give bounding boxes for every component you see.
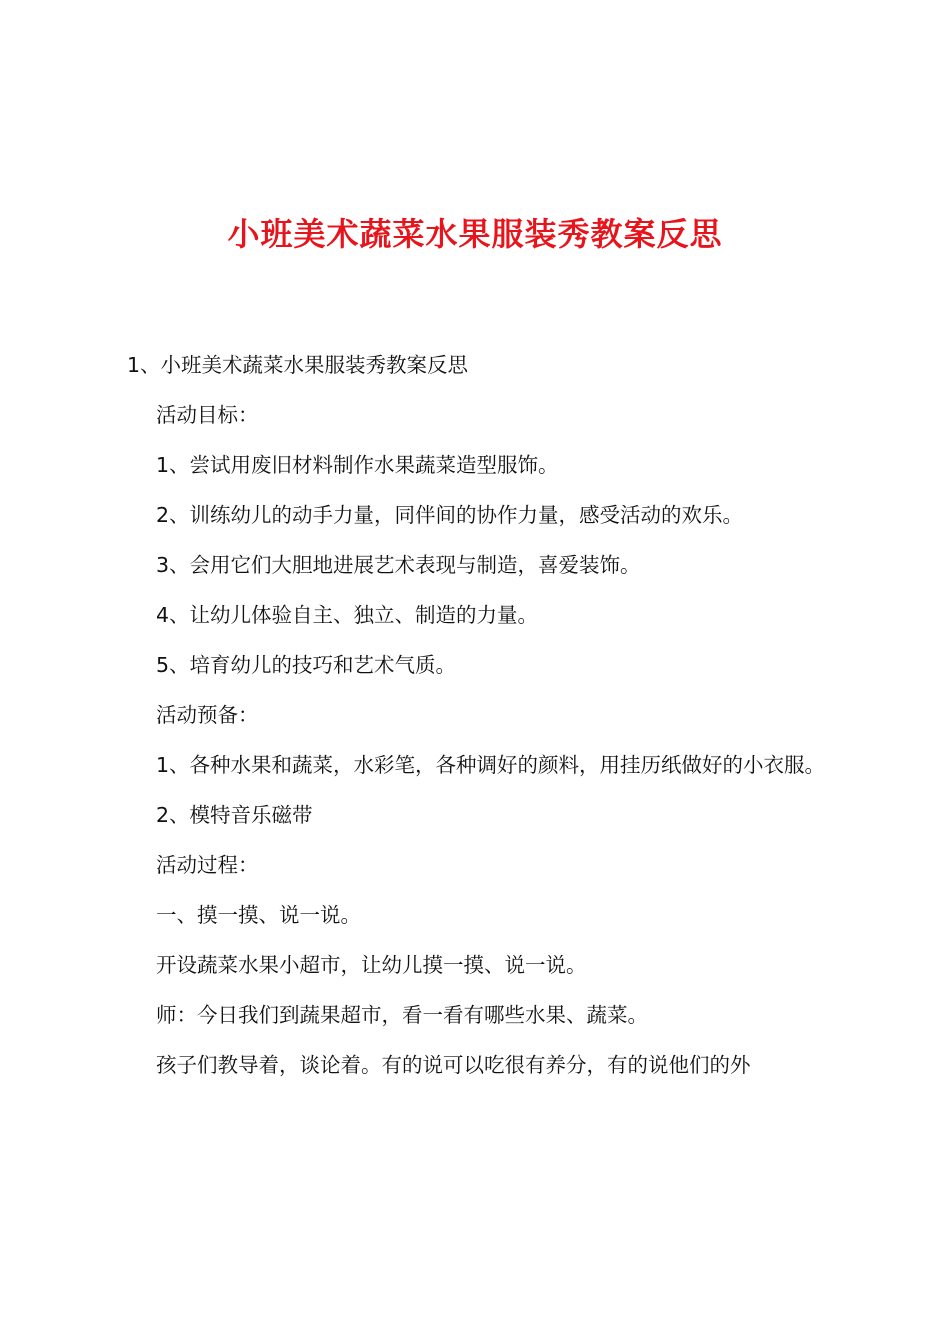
goal-item: 3、会用它们大胆地进展艺术表现与制造，喜爱装饰。 bbox=[156, 553, 641, 577]
goal-item: 5、培育幼儿的技巧和艺术气质。 bbox=[156, 653, 457, 677]
goals-label: 活动目标： bbox=[156, 403, 259, 427]
process-step: 一、摸一摸、说一说。 bbox=[156, 903, 361, 927]
document-title: 小班美术蔬菜水果服装秀教案反思 bbox=[227, 215, 723, 253]
goal-item: 1、尝试用废旧材料制作水果蔬菜造型服饰。 bbox=[156, 453, 559, 477]
process-label: 活动过程： bbox=[156, 853, 259, 877]
document-body bbox=[127, 340, 833, 1090]
goal-item: 4、让幼儿体验自主、独立、制造的力量。 bbox=[156, 603, 539, 627]
children-description: 孩子们教导着，谈论着。有的说可以吃很有养分，有的说他们的外 bbox=[156, 1053, 751, 1077]
process-step-description: 开设蔬菜水果小超市，让幼儿摸一摸、说一说。 bbox=[156, 953, 587, 977]
prep-item: 1、各种水果和蔬菜，水彩笔，各种调好的颜料，用挂历纸做好的小衣服。 bbox=[156, 753, 826, 777]
prep-item: 2、模特音乐磁带 bbox=[156, 803, 313, 827]
teacher-dialogue: 师：今日我们到蔬果超市，看一看有哪些水果、蔬菜。 bbox=[156, 1003, 648, 1027]
section-heading: 1、小班美术蔬菜水果服装秀教案反思 bbox=[127, 353, 469, 377]
prep-label: 活动预备： bbox=[156, 703, 259, 727]
goal-item: 2、训练幼儿的动手力量，同伴间的协作力量，感受活动的欢乐。 bbox=[156, 503, 744, 527]
